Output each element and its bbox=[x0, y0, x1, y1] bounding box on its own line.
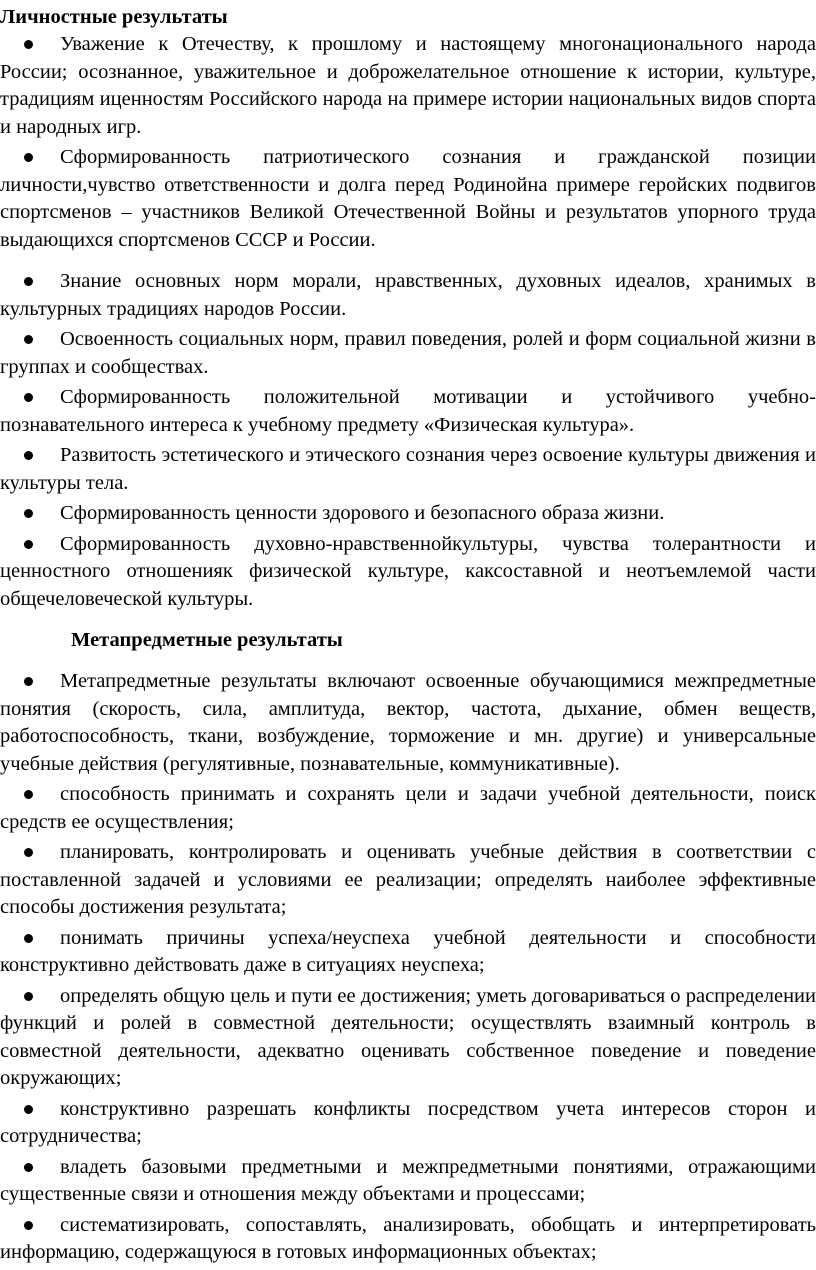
list-item: конструктивно разрешать конфликты посредством учета интересов сторон и сотрудничества; bbox=[0, 1097, 816, 1147]
personal-results-heading: Личностные результаты bbox=[0, 6, 228, 28]
list-item: Сформированность ценности здорового и безопасного образа жизни. bbox=[60, 502, 665, 524]
list-item: способность принимать и сохранять цели и задачи учебной деятельности, поиск средств ее осуществления; bbox=[0, 783, 816, 833]
list-item: определять общую цель и пути ее достижения; уметь договариваться о распределении функций и ролей в совместной деятельности; осуществлять взаимный контроль в совместной деятельности, адекватно оценивать собственное поведение и поведение окружающих; bbox=[0, 984, 816, 1089]
list-item: Сформированность патриотического сознания и гражданской позиции личности,чувство ответственности и долга перед Родинойна примере геройских подвигов спортсменов – участников Великой Отечественной Войны и результатов упорного труда выдающихся спортсменов СССР и России. bbox=[0, 146, 816, 251]
list-item: Освоенность социальных норм, правил поведения, ролей и форм социальной жизни в группах и сообществах. bbox=[0, 328, 816, 378]
list-item: систематизировать, сопоставлять, анализировать, обобщать и интерпретировать информацию, содержащуюся в готовых информационных объектах; bbox=[0, 1213, 816, 1263]
list-item: Сформированность положительной мотивации и устойчивого учебно-познавательного интереса к учебному предмету «Физическая культура». bbox=[0, 386, 816, 436]
list-item: планировать, контролировать и оценивать учебные действия в соответствии с поставленной задачей и условиями ее реализации; определять наиболее эффективные способы достижения результата; bbox=[0, 841, 816, 918]
meta-results-section bbox=[0, 627, 816, 1267]
list-item: Сформированность духовно-нравственнойкультуры, чувства толерантности и ценностного отношенияк физической культуре, каксоставной и неотъемлемой части общечеловеческой культуры. bbox=[0, 532, 816, 610]
list-item: понимать причины успеха/неуспеха учебной деятельности и способности конструктивно действовать даже в ситуациях неуспеха; bbox=[0, 926, 816, 976]
list-item: владеть базовыми предметными и межпредметными понятиями, отражающими существенные связи и отношения между объектами и процессами; bbox=[0, 1155, 816, 1205]
list-item: Уважение к Отечеству, к прошлому и настоящему многонационального народа России; осознанное, уважительное и доброжелательное отношение к истории, культуре, традициям иценностям Российского народа на примере истории национальных видов спорта и народных игр. bbox=[0, 33, 816, 138]
list-item: Развитость эстетического и этического сознания через освоение культуры движения и культуры тела. bbox=[0, 444, 816, 494]
meta-results-heading: Метапредметные результаты bbox=[71, 629, 343, 651]
list-item: Знание основных норм морали, нравственных, духовных идеалов, хранимых в культурных традициях народов России. bbox=[0, 270, 816, 320]
personal-results-section bbox=[0, 4, 816, 613]
document-page bbox=[0, 4, 816, 1270]
list-item: Метапредметные результаты включают освоенные обучающимися межпредметные понятия (скорость, сила, амплитуда, вектор, частота, дыхание, обмен веществ, работоспособность, ткани, возбуждение, торможение и мн. другие) и универсальные учебные действия (регулятивные, познавательные, коммуникативные). bbox=[0, 670, 816, 775]
